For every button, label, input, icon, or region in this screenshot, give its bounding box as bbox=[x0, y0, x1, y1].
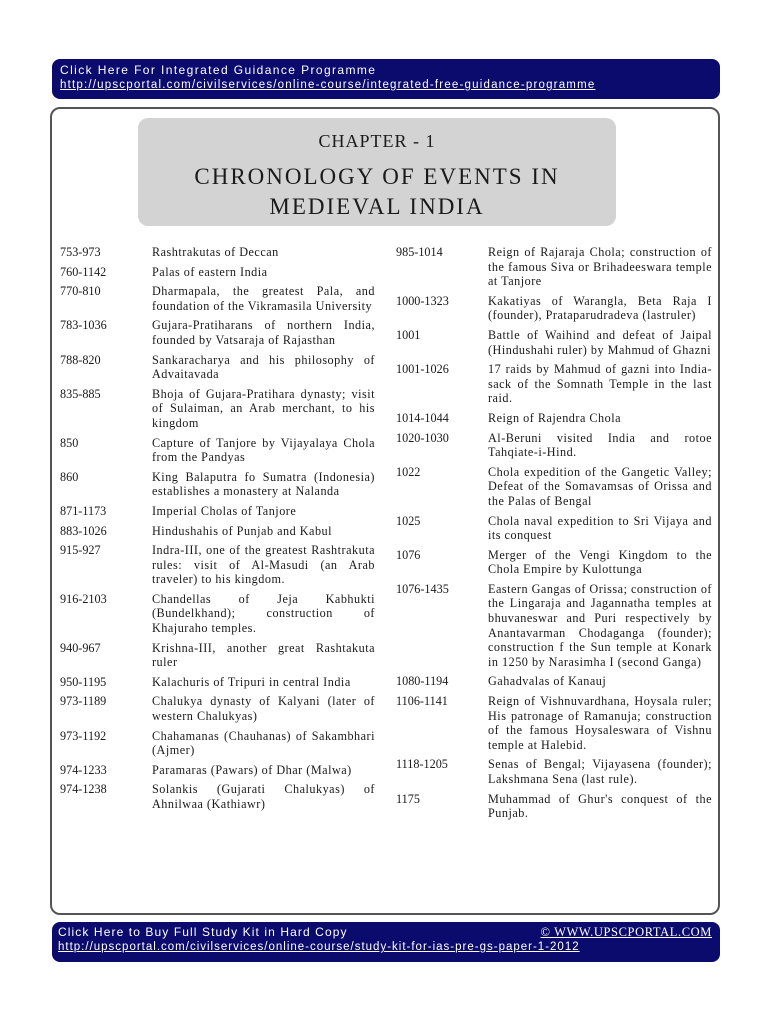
entry-description: Indra-III, one of the greatest Rashtrakuta rules: visit of Al-Masudi (an Arab traveler) to his kingdom. bbox=[152, 543, 375, 587]
entry-year: 850 bbox=[60, 435, 79, 450]
entry-year: 1025 bbox=[396, 513, 421, 528]
entry-description: Hindushahis of Punjab and Kabul bbox=[152, 523, 333, 538]
chronology-entry bbox=[396, 674, 712, 689]
chronology-entry bbox=[396, 362, 712, 406]
chronology-entry bbox=[60, 504, 375, 519]
entry-description: Capture of Tanjore by Vijayalaya Chola from the Pandyas bbox=[152, 435, 375, 465]
chronology-entry bbox=[60, 524, 375, 539]
chronology-entry bbox=[60, 436, 375, 465]
entry-description: Reign of Rajaraja Chola; construction of the famous Siva or Brihadeeswara temple at Tanjore bbox=[488, 245, 712, 289]
chapter-label: CHAPTER - 1 bbox=[318, 131, 436, 151]
entry-year: 871-1173 bbox=[60, 503, 107, 518]
entry-year: 974-1238 bbox=[60, 782, 107, 797]
entry-year: 1020-1030 bbox=[396, 430, 449, 445]
entry-description: Solankis (Gujarati Chalukyas) of Ahnilwaa (Kathiawr) bbox=[152, 782, 375, 811]
entry-description: Kalachuris of Tripuri in central India bbox=[152, 674, 351, 689]
chronology-entry bbox=[60, 763, 375, 778]
entry-description: Palas of eastern India bbox=[152, 264, 268, 279]
entry-description: Muhammad of Ghur's conquest of the Punjab. bbox=[488, 791, 712, 821]
entry-year: 1076 bbox=[396, 547, 421, 562]
entry-year: 1001-1026 bbox=[396, 362, 449, 377]
entry-description: Senas of Bengal; Vijayasena (founder); Lakshmana Sena (last rule). bbox=[488, 757, 712, 786]
entry-year: 1118-1205 bbox=[396, 757, 448, 772]
chronology-entry bbox=[60, 470, 375, 499]
entry-description: Rashtrakutas of Deccan bbox=[152, 245, 279, 259]
chapter-title-line1: CHRONOLOGY OF EVENTS IN bbox=[194, 164, 560, 189]
entry-year: 1000-1323 bbox=[396, 293, 449, 308]
entry-description: Battle of Waihind and defeat of Jaipal (Hindushahi ruler) by Mahmud of Ghazni bbox=[488, 327, 712, 357]
entry-year: 788-820 bbox=[60, 352, 101, 367]
entry-year: 1001 bbox=[396, 327, 421, 342]
entry-description: Gujara-Pratiharans of northern India, founded by Vatsaraja of Rajasthan bbox=[152, 318, 375, 347]
entry-year: 1022 bbox=[396, 464, 421, 479]
chapter-title-line2: MEDIEVAL INDIA bbox=[269, 194, 485, 219]
chronology-entry bbox=[396, 328, 712, 357]
entry-year: 973-1192 bbox=[60, 728, 107, 743]
chronology-entry bbox=[60, 387, 375, 431]
entry-year: 973-1189 bbox=[60, 694, 107, 709]
entry-description: Gahadvalas of Kanauj bbox=[488, 674, 607, 689]
chronology-entry bbox=[396, 465, 712, 509]
entry-description: 17 raids by Mahmud of gazni into India-sack of the Somnath Temple in the last raid. bbox=[488, 362, 712, 406]
chronology-entry bbox=[60, 543, 375, 587]
chronology-entry bbox=[396, 694, 712, 752]
buy-study-kit-link[interactable]: Click Here to Buy Full Study Kit in Hard Copy bbox=[58, 925, 348, 939]
right-chronology-column bbox=[396, 245, 712, 826]
left-chronology-column bbox=[60, 245, 375, 817]
entry-year: 915-927 bbox=[60, 543, 101, 558]
chronology-entry bbox=[396, 294, 712, 323]
entry-year: 1175 bbox=[396, 791, 420, 806]
guidance-programme-url[interactable]: http://upscportal.com/civilservices/online-course/integrated-free-guidance-programme bbox=[60, 79, 596, 91]
entry-year: 940-967 bbox=[60, 640, 101, 655]
study-kit-url[interactable]: http://upscportal.com/civilservices/online-course/study-kit-for-ias-pre-gs-paper-1-2012 bbox=[58, 941, 580, 953]
entry-year: 770-810 bbox=[60, 284, 101, 299]
entry-description: Chahamanas (Chauhanas) of Sakambhari (Ajmer) bbox=[152, 728, 375, 758]
chronology-entry bbox=[60, 641, 375, 670]
chronology-entry bbox=[396, 792, 712, 821]
chronology-entry bbox=[60, 284, 375, 313]
entry-description: Sankaracharya and his philosophy of Advaitavada bbox=[152, 352, 375, 382]
entry-description: Krishna-III, another great Rashtakuta ruler bbox=[152, 640, 375, 670]
header-banner[interactable] bbox=[52, 59, 720, 99]
chapter-title bbox=[138, 162, 616, 222]
chronology-entry bbox=[396, 245, 712, 289]
entry-year: 1014-1044 bbox=[396, 410, 449, 425]
chapter-heading-box bbox=[138, 118, 616, 226]
chronology-entry bbox=[60, 265, 375, 280]
chronology-entry bbox=[60, 592, 375, 636]
entry-year: 1080-1194 bbox=[396, 674, 449, 689]
entry-description: King Balaputra fo Sumatra (Indonesia) establishes a monastery at Nalanda bbox=[152, 469, 375, 499]
entry-description: Dharmapala, the greatest Pala, and foundation of the Vikramasila University bbox=[152, 284, 375, 313]
entry-description: Chola naval expedition to Sri Vijaya and its conquest bbox=[488, 513, 712, 543]
chronology-entry bbox=[396, 514, 712, 543]
entry-year: 916-2103 bbox=[60, 591, 107, 606]
entry-description: Eastern Gangas of Orissa; construction of the Lingaraja and Jagannatha temples at bhuvaneswar and Puri respectively by Anantavarman Chodaganga (founder); construction f the Sun temple at Konark in 1250 by Narasimha I (second Ganga) bbox=[488, 581, 712, 669]
entry-description: Chandellas of Jeja Kabhukti (Bundelkhand); construction of Khajuraho temples. bbox=[152, 591, 375, 636]
entry-year: 985-1014 bbox=[396, 245, 443, 259]
entry-year: 753-973 bbox=[60, 245, 101, 259]
entry-year: 783-1036 bbox=[60, 318, 107, 333]
chronology-entry bbox=[60, 675, 375, 690]
chronology-entry bbox=[60, 245, 375, 260]
chronology-entry bbox=[60, 694, 375, 723]
entry-description: Al-Beruni visited India and rotoe Tahqiate-i-Hind. bbox=[488, 430, 712, 460]
entry-year: 760-1142 bbox=[60, 264, 107, 279]
entry-year: 883-1026 bbox=[60, 523, 107, 538]
chronology-entry bbox=[396, 548, 712, 577]
chronology-entry bbox=[396, 757, 712, 786]
entry-description: Kakatiyas of Warangla, Beta Raja I (founder), Prataparudradeva (lastruler) bbox=[488, 293, 712, 323]
chronology-entry bbox=[60, 729, 375, 758]
chronology-entry bbox=[60, 353, 375, 382]
entry-year: 950-1195 bbox=[60, 674, 107, 689]
entry-description: Chola expedition of the Gangetic Valley; Defeat of the Somavamsas of Orissa and the Palas of Bengal bbox=[488, 464, 712, 508]
entry-description: Imperial Cholas of Tanjore bbox=[152, 503, 297, 518]
entry-description: Merger of the Vengi Kingdom to the Chola Empire by Kulottunga bbox=[488, 547, 712, 577]
chronology-entry bbox=[60, 782, 375, 811]
entry-description: Chalukya dynasty of Kalyani (later of western Chalukyas) bbox=[152, 694, 375, 724]
entry-description: Reign of Rajendra Chola bbox=[488, 410, 622, 425]
chronology-entry bbox=[396, 431, 712, 460]
chronology-entry bbox=[396, 582, 712, 670]
chronology-entry bbox=[396, 411, 712, 426]
entry-year: 1076-1435 bbox=[396, 581, 449, 596]
entry-year: 860 bbox=[60, 469, 79, 484]
entry-description: Bhoja of Gujara-Pratihara dynasty; visit of Sulaiman, an Arab merchant, to his kingdom bbox=[152, 386, 375, 430]
guidance-programme-link[interactable]: Click Here For Integrated Guidance Programme bbox=[60, 63, 377, 77]
entry-year: 1106-1141 bbox=[396, 694, 448, 709]
entry-year: 974-1233 bbox=[60, 762, 107, 777]
upscportal-site-link[interactable]: © WWW.UPSCPORTAL.COM bbox=[540, 925, 712, 939]
entry-description: Paramaras (Pawars) of Dhar (Malwa) bbox=[152, 762, 352, 777]
footer-banner[interactable] bbox=[52, 922, 720, 962]
entry-description: Reign of Vishnuvardhana, Hoysala ruler; His patronage of Ramanuja; construction of the famous Hoysaleswara of Vishnu temple at Halebid. bbox=[488, 694, 712, 752]
chronology-entry bbox=[60, 318, 375, 347]
entry-year: 835-885 bbox=[60, 386, 101, 401]
